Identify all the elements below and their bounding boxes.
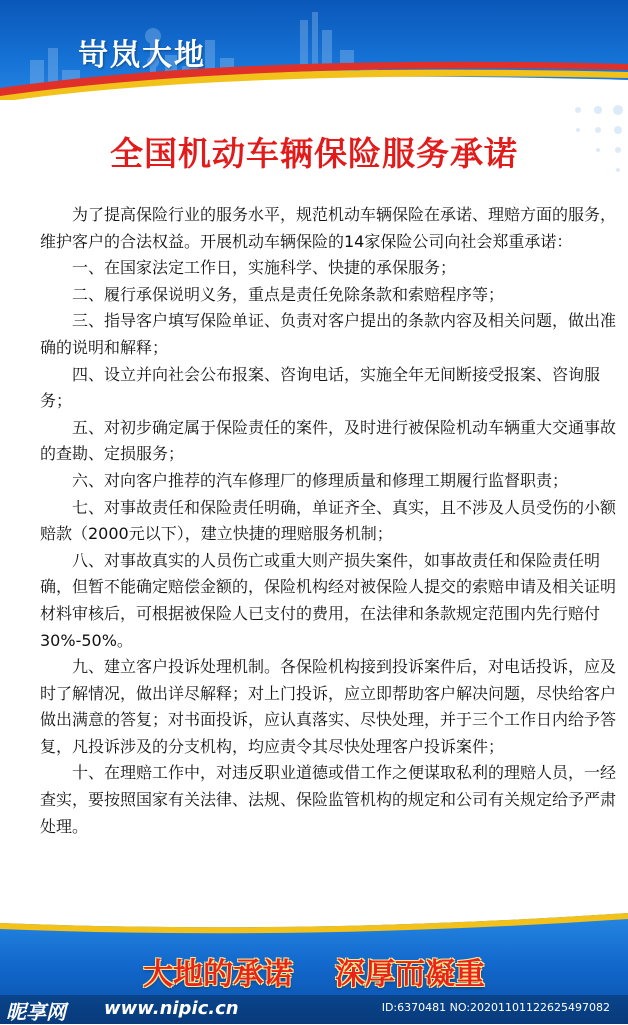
watermark-site: www.nipic.cn xyxy=(104,998,239,1019)
header-banner xyxy=(0,0,628,112)
commitment-item-1: 一、在国家法定工作日，实施科学、快捷的承保服务； xyxy=(72,258,457,278)
commitment-item-2: 二、履行承保说明义务，重点是责任免除条款和索赔程序等； xyxy=(72,284,505,304)
footer-slogan: 大地的承诺 深厚而凝重 xyxy=(143,957,485,992)
watermark-id: ID:6370481 NO:20201101122625497082 xyxy=(381,1001,610,1014)
footer-swoosh-decoration xyxy=(0,905,628,955)
document-title: 全国机动车辆保险服务承诺 xyxy=(110,134,518,173)
watermark-logo: 昵享网 xyxy=(6,1000,66,1024)
commitment-item-5: 五、对初步确定属于保险责任的案件，及时进行被保险机动车辆重大交通事故的查勘、定损服务； xyxy=(40,417,617,464)
commitment-item-7: 七、对事故责任和保险责任明确，单证齐全、真实，且不涉及人员受伤的小额赔款（2000元以下），建立快捷的理赔服务机制； xyxy=(40,497,617,544)
commitment-item-3: 三、指导客户填写保险单证、负责对客户提出的条款内容及相关问题，做出准确的说明和解释； xyxy=(40,311,617,357)
commitment-item-8: 八、对事故真实的人员伤亡或重大则产损失案件，如事故责任和保险责任明确，但暂不能确定赔偿金额的，保险机构经对被保险人提交的索赔申请及相关证明材料审核后，可根据被保险人已支付的费用，在法律和条款规定范围内先行赔付30%-50%。 xyxy=(40,550,617,650)
document-body xyxy=(40,202,628,840)
commitment-item-6: 六、对向客户推荐的汽车修理厂的修理质量和修理工期履行监督职责； xyxy=(72,470,569,490)
commitment-item-4: 四、设立并向社会公布报案、咨询电话，实施全年无间断接受报案、咨询服务； xyxy=(40,364,601,411)
commitment-item-9: 九、建立客户投诉处理机制。各保险机构接到投诉案件后，对电话投诉，应及时了解情况，做出详尽解释；对上门投诉，应立即帮助客户解决问题，尽快给客户做出满意的答复；对书面投诉，应认真落实、尽快处理，并于三个工作日内给予答复，凡投诉涉及的分支机构，均应责令其尽快处理客户投诉案件； xyxy=(40,657,617,756)
brand-name: 岢岚大地 xyxy=(78,38,206,73)
intro-paragraph: 为了提高保险行业的服务水平，规范机动车辆保险在承诺、理赔方面的服务，维护客户的合法权益。开展机动车辆保险的14家保险公司向社会郑重承诺： xyxy=(40,205,617,251)
commitment-item-10: 十、在理赔工作中，对违反职业道德或借工作之便谋取私利的理赔人员，一经查实，要按照国家有关法律、法规、保险监管机构的规定和公司有关规定给予严肃处理。 xyxy=(40,763,617,836)
